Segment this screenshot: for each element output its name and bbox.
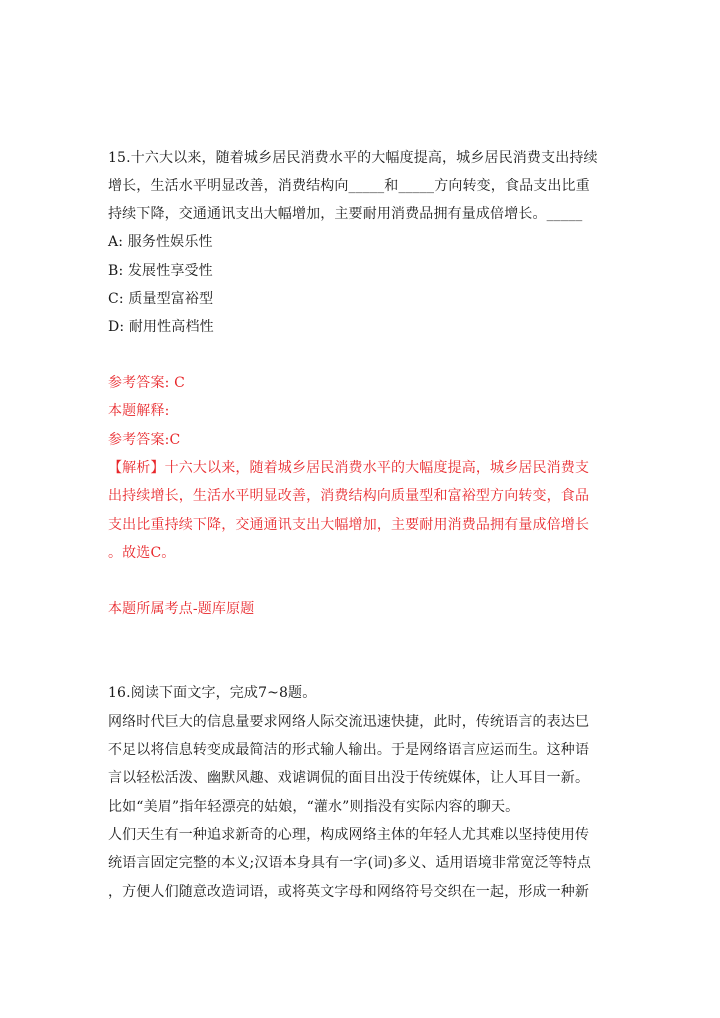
- question-15-stem-line-1: 15.十六大以来，随着城乡居民消费水平的大幅度提高，城乡居民消费支出持续: [108, 150, 598, 166]
- option-d: D: 耐用性高档性: [108, 319, 214, 335]
- passage-line-5: 人们天生有一种追求新奇的心理，构成网络主体的年轻人尤其难以坚持使用传: [108, 827, 590, 843]
- question-16-heading: 16.阅读下面文字，完成7~8题。: [108, 685, 317, 701]
- analysis-line-3: 支出比重持续下降，交通通讯支出大幅增加，主要耐用消费品拥有量成倍增长: [108, 517, 590, 533]
- source-note: 本题所属考点-题库原题: [108, 601, 255, 617]
- option-b: B: 发展性享受性: [108, 263, 213, 279]
- explanation-heading: 本题解释:: [108, 403, 170, 419]
- option-a: A: 服务性娱乐性: [108, 234, 213, 250]
- passage-line-6: 统语言固定完整的本义;汉语本身具有一字(词)多义、适用语境非常宽泛等特点: [108, 855, 592, 871]
- passage-line-4: 比如“美眉”指年轻漂亮的姑娘，“灌水”则指没有实际内容的聊天。: [108, 799, 520, 815]
- question-15-stem-line-3: 持续下降，交通通讯支出大幅增加，主要耐用消费品拥有量成倍增长。_____: [108, 206, 583, 222]
- passage-line-3: 言以轻松活泼、幽默风趣、戏谑调侃的面目出没于传统媒体，让人耳目一新。: [108, 770, 590, 786]
- passage-line-2: 不足以将信息转变成最简洁的形式输人输出。于是网络语言应运而生。这种语: [108, 742, 590, 758]
- analysis-line-1: 【解析】十六大以来，随着城乡居民消费水平的大幅度提高，城乡居民消费支: [108, 460, 590, 476]
- passage-line-7: ，方便人们随意改造词语，或将英文字母和网络符号交织在一起，形成一种新: [108, 884, 590, 900]
- answer-repeat: 参考答案:C: [108, 432, 181, 448]
- option-c: C: 质量型富裕型: [108, 291, 214, 307]
- question-15-stem-line-2: 增长，生活水平明显改善，消费结构向_____和_____方向转变，食品支出比重: [108, 178, 590, 194]
- answer-label: 参考答案: C: [108, 375, 185, 391]
- analysis-line-2: 出持续增长，生活水平明显改善，消费结构向质量型和富裕型方向转变，食品: [108, 488, 590, 504]
- analysis-line-4: 。故选C。: [108, 545, 176, 561]
- passage-line-1: 网络时代巨大的信息量要求网络人际交流迅速快捷，此时，传统语言的表达巳: [108, 714, 590, 730]
